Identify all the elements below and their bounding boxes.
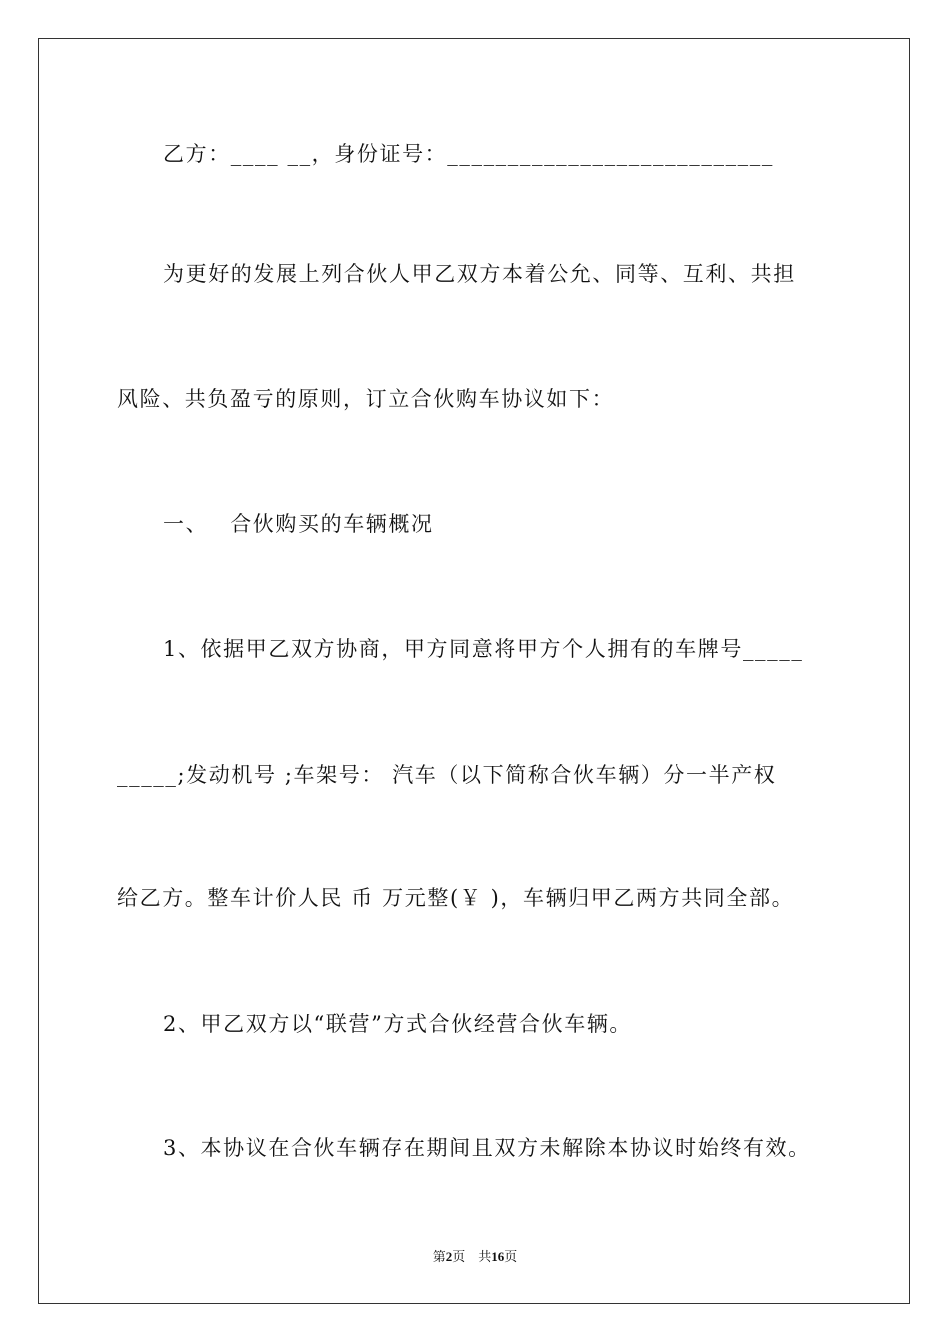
clause-1-line-1: 1、依据甲乙双方协商，甲方同意将甲方个人拥有的车牌号_____	[163, 637, 804, 661]
page-border	[38, 38, 910, 1304]
footer-suffix: 页	[504, 1249, 518, 1264]
page-footer	[0, 1246, 950, 1265]
footer-current-page: 2	[445, 1249, 453, 1264]
clause-3-line: 3、本协议在合伙车辆存在期间且双方未解除本协议时始终有效。	[163, 1136, 811, 1160]
preamble-line-1: 为更好的发展上列合伙人甲乙双方本着公允、同等、互利、共担	[163, 262, 796, 286]
party-b-line: 乙方：____ __，身份证号：___________________________	[163, 142, 774, 166]
clause-1-line-3: 给乙方。整车计价人民 币 万元整(￥ )，车辆归甲乙两方共同全部。	[117, 886, 795, 910]
section-number: 一、	[163, 512, 209, 536]
preamble-line-2: 风险、共负盈亏的原则，订立合伙购车协议如下：	[117, 387, 615, 411]
footer-mid: 页 共	[452, 1249, 492, 1264]
section-title: 合伙购买的车辆概况	[230, 512, 434, 536]
section-heading	[163, 509, 837, 539]
clause-1-line-2: _____;发动机号 ;车架号： 汽车（以下简称合伙车辆）分一半产权	[117, 763, 777, 787]
footer-total-pages: 16	[491, 1249, 505, 1264]
clause-2-line: 2、甲乙双方以“联营”方式合伙经营合伙车辆。	[163, 1012, 633, 1036]
footer-prefix: 第	[432, 1249, 446, 1264]
